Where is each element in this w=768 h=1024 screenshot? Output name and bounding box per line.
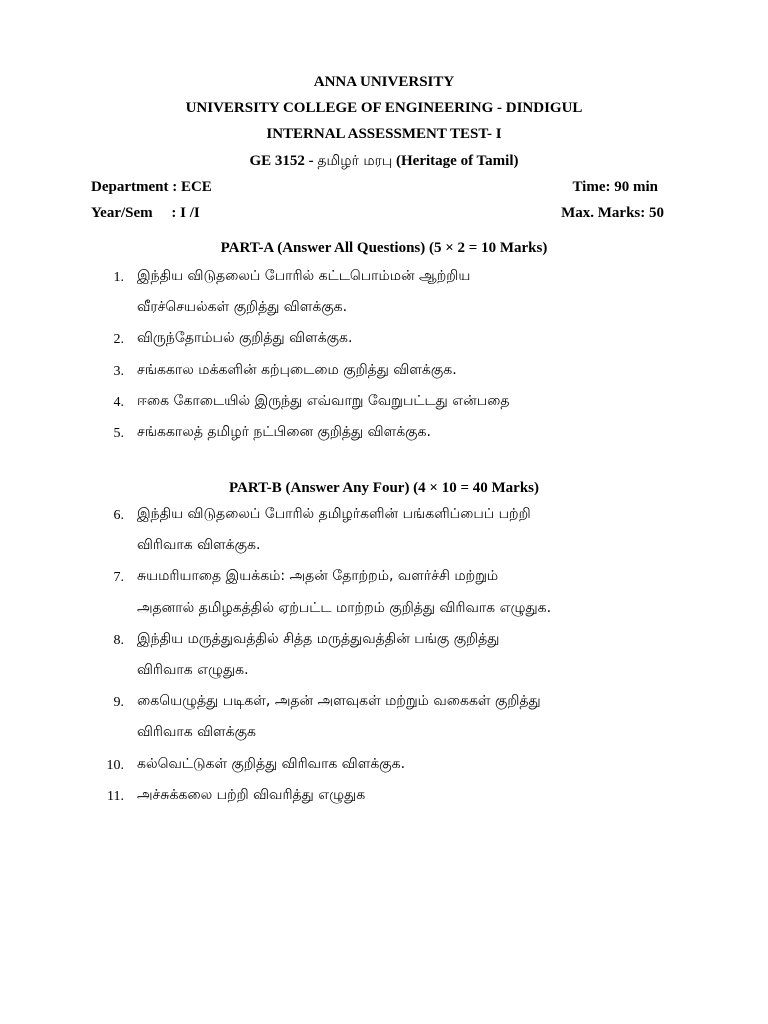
question-text-line: அதனால் தமிழகத்தில் ஏற்பட்ட மாற்றம் குறித்து விரிவாக எழுதுக. xyxy=(137,599,552,616)
question-number: 2. xyxy=(113,332,124,348)
part-b-label: PART-B xyxy=(228,480,282,496)
question-text-line: கல்வெட்டுகள் குறித்து விரிவாக விளக்குக. xyxy=(137,755,406,772)
question-number: 4. xyxy=(113,394,124,410)
course-code: GE 3152 - xyxy=(249,153,314,169)
question-text-line: இந்திய விடுதலைப் போரில் கட்டபொம்மன் ஆற்றிய xyxy=(137,268,471,284)
question-text-line: விரிவாக விளக்குக. xyxy=(137,537,261,554)
question-number: 3. xyxy=(113,363,124,379)
question-text-line: விரிவாக எழுதுக. xyxy=(137,662,249,678)
question-number: 5. xyxy=(113,426,124,441)
question-number: 7. xyxy=(113,570,124,586)
college-name: UNIVERSITY COLLEGE OF ENGINEERING - DINDIGUL xyxy=(185,100,583,116)
university-name: ANNA UNIVERSITY xyxy=(313,74,455,90)
question-text-line: விரிவாக விளக்குக xyxy=(137,724,256,741)
question-number: 6. xyxy=(113,508,124,523)
part-a-heading xyxy=(0,240,768,257)
question-text-line: ஈகை கோடையில் இருந்து எவ்வாறு வேறுபட்டது என்பதை xyxy=(137,392,510,409)
question-number: 10. xyxy=(106,757,124,773)
question-text-line: கையெழுத்து படிகள், அதன் அளவுகள் மற்றும் வகைகள் குறித்து xyxy=(137,693,541,710)
test-title: INTERNAL ASSESSMENT TEST- I xyxy=(266,126,502,142)
max-marks: Max. Marks: 50 xyxy=(561,205,664,221)
part-b-instruction: (Answer Any Four) (4 × 10 = 40 Marks) xyxy=(285,480,540,496)
question-text-line: வீரச்செயல்கள் குறித்து விளக்குக. xyxy=(137,299,348,316)
question-number: 1. xyxy=(113,270,124,285)
course-title xyxy=(0,153,768,171)
question-text-line: அச்சுக்கலை பற்றி விவரித்து எழுதுக xyxy=(137,786,366,803)
part-a-instruction: (Answer All Questions) (5 × 2 = 10 Marks) xyxy=(277,240,548,256)
year-sem: Year/Sem : I /I xyxy=(91,205,200,221)
course-english-name: (Heritage of Tamil) xyxy=(396,153,519,169)
department: Department : ECE xyxy=(91,179,212,195)
question-text-line: இந்திய விடுதலைப் போரில் தமிழர்களின் பங்களிப்பைப் பற்றி xyxy=(137,506,531,522)
question-text-line: விருந்தோம்பல் குறித்து விளக்குக. xyxy=(137,330,353,347)
part-b-heading xyxy=(0,480,768,497)
question-text-line: சங்ககால மக்களின் கற்புடைமை குறித்து விளக்குக. xyxy=(137,361,457,378)
question-number: 8. xyxy=(113,632,124,648)
time: Time: 90 min xyxy=(572,179,658,195)
question-number: 9. xyxy=(113,695,124,711)
question-number: 11. xyxy=(107,788,124,804)
course-tamil-name: தமிழர் மரபு xyxy=(317,153,393,169)
part-a-label: PART-A xyxy=(220,240,274,256)
question-text-line: சுயமரியாதை இயக்கம்: அதன் தோற்றம், வளர்ச்சி மற்றும் xyxy=(137,568,499,585)
question-text-line: இந்திய மருத்துவத்தில் சித்த மருத்துவத்தின் பங்கு குறித்து xyxy=(137,630,500,647)
question-text-line: சங்ககாலத் தமிழர் நட்பினை குறித்து விளக்குக. xyxy=(137,424,431,440)
